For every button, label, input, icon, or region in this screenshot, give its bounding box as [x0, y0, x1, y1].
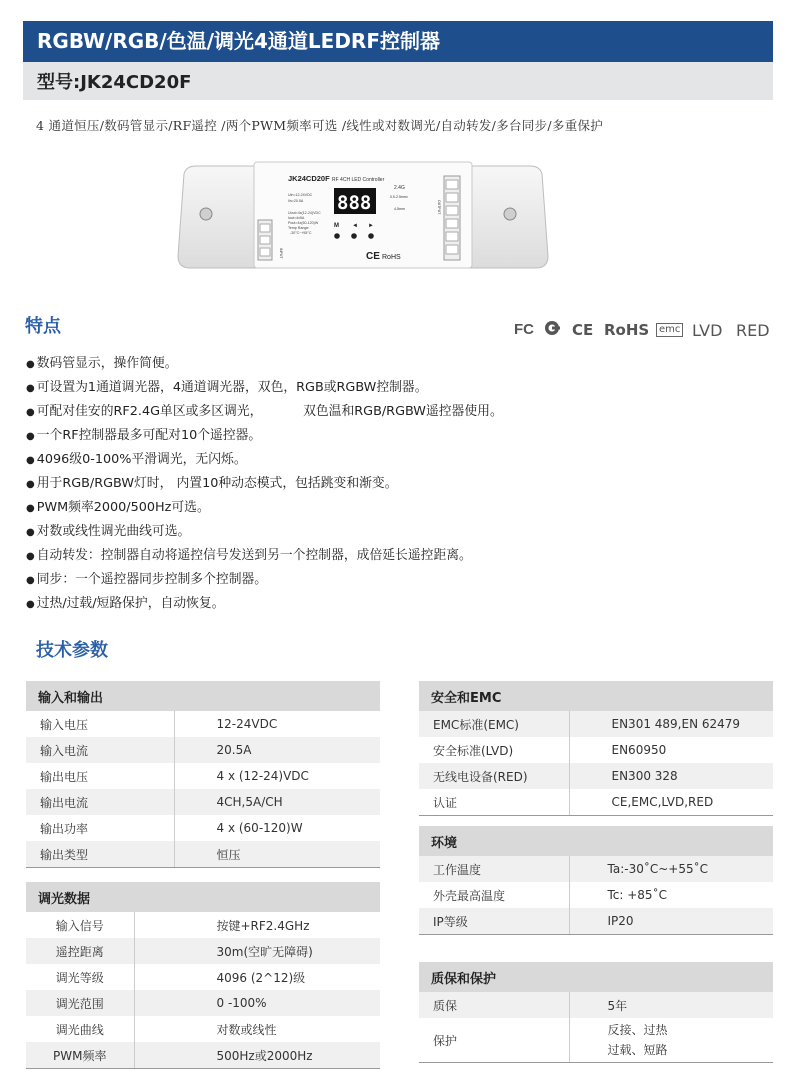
table-row: 输出类型 恒压 — [26, 841, 380, 868]
red-icon: RED — [736, 321, 770, 340]
table-row: 输入电流 20.5A — [26, 737, 380, 763]
strip-label: 4-5mm — [394, 207, 405, 211]
table-row: 输入信号 按键+RF2.4GHz — [26, 912, 380, 938]
spec-line: Temp Range: — [288, 226, 310, 230]
protection-line: 反接、过热 — [607, 1023, 668, 1037]
list-item: ● 用于RGB/RGBW灯时， 内置10种动态模式，包括跳变和渐变。 — [26, 476, 398, 491]
ce-icon: CE — [572, 321, 594, 339]
list-item: ● 对数或线性调光曲线可选。 — [26, 524, 191, 539]
list-item: ● 4096级0-100%平滑调光，无闪烁。 — [26, 452, 247, 467]
table-row: 调光曲线 对数或线性 — [26, 1016, 380, 1042]
rohs-icon: RoHS — [604, 321, 650, 339]
list-item: ● PWM频率2000/500Hz可选。 — [26, 500, 210, 515]
output-label: OUTPUT — [437, 200, 441, 215]
spec-line: -30°C~+55°C — [290, 231, 312, 235]
button-label-right: ► — [368, 223, 374, 229]
dimming-table — [26, 882, 380, 1069]
list-item: ● 同步：一个遥控器同步控制多个控制器。 — [26, 572, 268, 587]
table-row: 工作温度 Ta:-30˚C~+55˚C — [419, 856, 773, 882]
table-row: 输出电流 4CH,5A/CH — [26, 789, 380, 815]
button-label-left: ◄ — [352, 223, 358, 229]
table-row: 认证 CE,EMC,LVD,RED — [419, 789, 773, 816]
device-model-label: JK24CD20F — [288, 174, 330, 183]
table-row: PWM频率 500Hz或2000Hz — [26, 1042, 380, 1069]
table-row: 质保 5年 — [419, 992, 773, 1018]
table-row: 输入电压 12-24VDC — [26, 711, 380, 737]
spec-line: Uin=12-24VDC — [288, 193, 313, 197]
warranty-table — [419, 962, 773, 1063]
spec-line: Pout=4x(60-120)W — [288, 221, 319, 225]
table-row: 遥控距离 30m(空旷无障碍) — [26, 938, 380, 964]
band-label: 2.4G — [394, 185, 405, 191]
table-header: 环境 — [419, 826, 773, 856]
table-header: 安全和EMC — [419, 681, 773, 711]
output-terminal — [444, 176, 460, 260]
table-row: IP等级 IP20 — [419, 908, 773, 935]
left-button[interactable] — [351, 233, 357, 239]
feature-list — [26, 352, 503, 616]
spec-line: Uout=4x(12-24)VDC — [288, 211, 321, 215]
table-row: 输出电压 4 x (12-24)VDC — [26, 763, 380, 789]
safety-table — [419, 681, 773, 816]
input-terminal — [258, 220, 272, 260]
input-label: INPUT — [279, 248, 283, 259]
page-title: RGBW/RGB/色温/调光4通道LEDRF控制器 — [23, 21, 773, 62]
list-item: ● 数码管显示，操作简便。 — [26, 356, 178, 371]
mode-button[interactable] — [334, 233, 340, 239]
features-title: 特点 — [25, 316, 61, 337]
display-digits: 888 — [337, 192, 372, 214]
product-image — [176, 160, 550, 272]
fcc-icon: FC — [514, 321, 534, 338]
list-item: ● 可设置为1通道调光器，4通道调光器，双色，RGB或RGBW控制器。 — [26, 380, 428, 395]
table-row: 输出功率 4 x (60-120)W — [26, 815, 380, 841]
certification-logos — [514, 318, 774, 342]
ccc-icon — [544, 320, 560, 340]
table-header: 调光数据 — [26, 882, 380, 912]
table-row: EMC标准(EMC) EN301 489,EN 62479 — [419, 711, 773, 737]
spec-line: Iin=20.5A — [288, 199, 304, 203]
table-header: 输入和输出 — [26, 681, 380, 711]
protection-line: 过载、短路 — [607, 1043, 668, 1057]
model-number: 型号:JK24CD20F — [23, 62, 773, 100]
rohs-mark: RoHS — [382, 254, 401, 261]
antenna-label: 0.5-2.5mm² — [390, 195, 408, 199]
specs-title: 技术参数 — [36, 640, 108, 661]
button-label-m: M — [334, 223, 339, 229]
table-header: 质保和保护 — [419, 962, 773, 992]
table-row: 无线电设备(RED) EN300 328 — [419, 763, 773, 789]
io-table — [26, 681, 380, 868]
spec-line: Iout=4x5A — [288, 216, 305, 220]
lvd-icon: LVD — [692, 321, 723, 340]
table-row: 安全标准(LVD) EN60950 — [419, 737, 773, 763]
right-button[interactable] — [368, 233, 374, 239]
tagline: 4 通道恒压/数码管显示/RF遥控 /两个PWM频率可选 /线性或对数调光/自动转发/多台同步/多重保护 — [36, 118, 604, 133]
screw-icon — [200, 208, 212, 220]
list-item: ● 过热/过载/短路保护，自动恢复。 — [26, 596, 225, 611]
emc-icon: emc — [656, 323, 683, 337]
list-item: ● 自动转发：控制器自动将遥控信号发送到另一个控制器，成倍延长遥控距离。 — [26, 548, 472, 563]
device-subtitle: RF 4CH LED Controller — [332, 177, 385, 183]
table-row: 调光范围 0 -100% — [26, 990, 380, 1016]
environment-table — [419, 826, 773, 935]
ce-mark: CE — [366, 251, 380, 262]
list-item: ● 可配对佳安的RF2.4G单区或多区调光， 双色温和RGB/RGBW遥控器使用。 — [26, 404, 503, 419]
list-item: ● 一个RF控制器最多可配对10个遥控器。 — [26, 428, 262, 443]
table-row: 调光等级 4096 (2^12)级 — [26, 964, 380, 990]
table-row: 外壳最高温度 Tc: +85˚C — [419, 882, 773, 908]
table-row: 保护 反接、过热 过载、短路 — [419, 1018, 773, 1063]
